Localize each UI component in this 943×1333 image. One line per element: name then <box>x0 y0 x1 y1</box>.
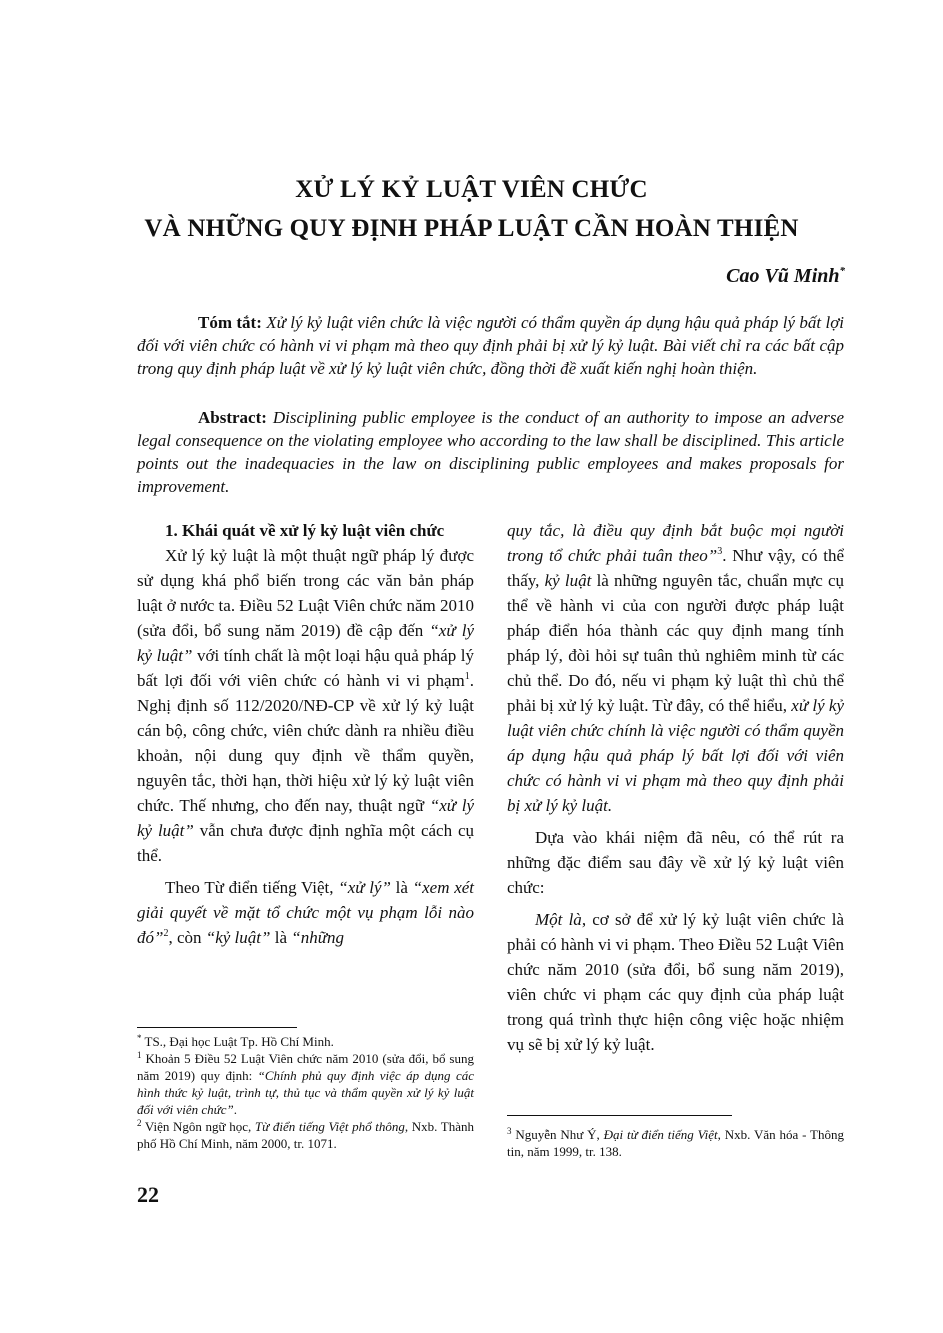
footnote-divider-left <box>137 1027 297 1028</box>
footnotes-right <box>507 1126 844 1160</box>
title-line-2: VÀ NHỮNG QUY ĐỊNH PHÁP LUẬT CẦN HOÀN THIỆN <box>144 215 799 242</box>
page-number: 22 <box>137 1182 159 1207</box>
abstract-text: Disciplining public employee is the conduct of an authority to impose an adverse legal consequence on the violating employee who according to the law shall be disciplined. This article points out the inadequacies in the law on disciplining public employees and makes proposals for improvement. <box>137 408 844 496</box>
footnote-ref-2: 2 <box>163 928 169 939</box>
footnote-ref-3: 3 <box>717 546 723 557</box>
footnote-3: $^3$ Nguyễn Như Ý, Đại từ điển tiếng Việt, Nxb. Văn hóa - Thông tin, năm 1999, tr. 138. <box>507 1126 844 1159</box>
footnote-author: * TS., Đại học Luật Tp. Hồ Chí Minh. <box>137 1033 334 1049</box>
left-paragraph-2: Theo Từ điển tiếng Việt, “xử lý” là “xem xét giải quyết về mặt tổ chức một vụ phạm lỗi nào đó”$^2$, còn “kỷ luật” là “những <box>137 878 475 947</box>
right-column <box>507 518 844 1057</box>
english-abstract <box>137 406 844 498</box>
right-paragraph-1: quy tắc, là điều quy định bắt buộc mọi người trong tổ chức phải tuân theo”$^3$. Như vậy, có thể thấy, kỷ luật là những nguyên tắc, chuẩn mực cụ thể về hành vi của con người được pháp luật pháp điển hóa thành các quy định mang tính pháp lý, đòi hỏi sự tuân thủ nghiêm minh từ các chủ thể. Do đó, nếu vi phạm kỷ luật thì chủ thể phải bị xử lý kỷ luật. Từ đây, có thể hiểu, xử lý kỷ luật viên chức chính là việc người có thẩm quyền áp dụng hậu quả pháp lý bất lợi đối với viên chức có hành vi vi phạm mà theo quy định phải bị xử lý kỷ luật. <box>507 521 844 815</box>
section-heading: 1. Khái quát về xử lý kỷ luật viên chức <box>165 521 445 540</box>
footnote-ref-1: 1 <box>464 671 470 682</box>
right-paragraph-3: Một là, cơ sở để xử lý kỷ luật viên chức là phải có hành vi vi phạm. Theo Điều 52 Luật Viên chức năm 2010 (sửa đổi, bổ sung năm 2019), viên chức vi phạm các quy định của pháp luật trong quá trình thực hiện công việc hoặc nhiệm vụ sẽ bị xử lý kỷ luật. <box>507 910 844 1054</box>
right-paragraph-2: Dựa vào khái niệm đã nêu, có thể rút ra những đặc điểm sau đây về xử lý kỷ luật viên chức: <box>507 828 844 897</box>
left-paragraph-1: Xử lý kỷ luật là một thuật ngữ pháp lý được sử dụng khá phổ biến trong các văn bản pháp luật ở nước ta. Điều 52 Luật Viên chức năm 2010 (sửa đổi, bổ sung năm 2019) đề cập đến “xử lý kỷ luật” với tính chất là một loại hậu quả pháp lý bất lợi đối với viên chức có hành vi vi phạm$^1$. Nghị định số 112/2020/NĐ-CP về xử lý kỷ luật cán bộ, công chức, viên chức dành ra nhiều điều khoản, nội dung quy định về thẩm quyền, nguyên tắc, thời hạn, thời hiệu xử lý kỷ luật viên chức. Thế nhưng, cho đến nay, thuật ngữ “xử lý kỷ luật” vẫn chưa được định nghĩa một cách cụ thể. <box>137 546 474 865</box>
summary-text: Xử lý kỷ luật viên chức là việc người có thẩm quyền áp dụng hậu quả pháp lý bất lợi đối với viên chức có hành vi vi phạm mà theo quy định phải bị xử lý kỷ luật. Bài viết chỉ ra các bất cập trong quy định pháp luật về xử lý kỷ luật viên chức, đồng thời đề xuất kiến nghị hoàn thiện. <box>137 313 845 378</box>
title-line-1: XỬ LÝ KỶ LUẬT VIÊN CHỨC <box>295 176 648 203</box>
abstract-label: Abstract: <box>198 408 267 427</box>
footnote-2: $^2$ Viện Ngôn ngữ học, Từ điển tiếng Việt phổ thông, Nxb. Thành phố Hồ Chí Minh, năm 2000, tr. 1071. <box>137 1118 474 1151</box>
footnote-1: $^1$ Khoản 5 Điều 52 Luật Viên chức năm 2010 (sửa đổi, bổ sung năm 2019) quy định: “Chính phủ quy định việc áp dụng các hình thức kỷ luật, trình tự, thủ tục và thẩm quyền xử lý kỷ luật đối với viên chức”. <box>137 1050 475 1117</box>
author-footnote-marker: * <box>839 265 845 277</box>
summary-label: Tóm tắt: <box>198 313 262 332</box>
footnotes-left <box>137 1033 474 1152</box>
left-column <box>137 518 474 950</box>
vietnamese-summary <box>137 311 844 380</box>
author-name: Cao Vũ Minh* <box>726 265 845 287</box>
footnote-divider-right <box>507 1115 732 1116</box>
